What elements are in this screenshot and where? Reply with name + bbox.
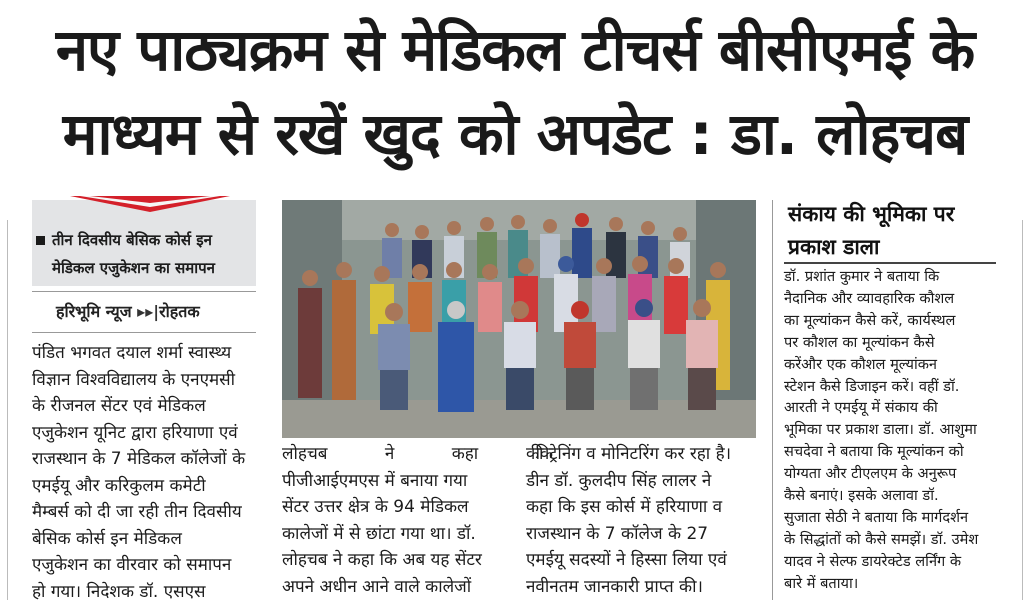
sidebar-title-line-1: संकाय की भूमिका पर xyxy=(788,202,955,226)
article-column-2 xyxy=(282,441,554,600)
col1-line: के रीजनल सेंटर एवं मेडिकल xyxy=(32,396,206,416)
article-column-3 xyxy=(526,441,762,600)
byline-rule-top xyxy=(32,291,256,292)
byline-rule-bottom xyxy=(32,332,256,333)
headline-line-2: माध्यम से रखें खुद को अपडेट : डा. लोहचब xyxy=(62,100,968,168)
sidebar-line: डॉ. प्रशांत कुमार ने बताया कि xyxy=(784,268,940,285)
sidebar-line: नैदानिक और व्यावहारिक कौशल xyxy=(784,289,955,307)
col1-line: एजुकेशन यूनिट द्वारा हरियाणा एवं xyxy=(32,422,238,443)
sidebar-line: यादव ने सेल्फ डायरेक्टेड लर्निंग के xyxy=(784,552,962,570)
col1-line: बेसिक कोर्स इन मेडिकल xyxy=(32,528,182,549)
col3-line: नवीनतम जानकारी प्राप्त की। xyxy=(526,576,703,597)
sidebar-title-rule xyxy=(784,262,996,264)
left-edge-fragments xyxy=(0,220,8,600)
col2-line: कालेजों में से छांटा गया था। डॉ. xyxy=(282,523,476,544)
col1-line: पंडित भगवत दयाल शर्मा स्वास्थ्य xyxy=(32,343,232,363)
sidebar-line: सुजाता सेठी ने बताया कि मार्गदर्शन xyxy=(784,508,969,526)
headline-line-1: नए पाठ्यक्रम से मेडिकल टीचर्स बीसीएमई के xyxy=(55,16,975,84)
right-edge-fragments xyxy=(1022,220,1031,600)
col2-line: सेंटर उत्तर क्षेत्र के 94 मेडिकल xyxy=(282,497,469,517)
byline-location: रोहतक xyxy=(159,302,200,321)
col1-line: एमईयू और करिकुलम कमेटी xyxy=(32,475,206,496)
col1-line: हो गया। निदेशक डॉ. एसएस xyxy=(32,581,206,602)
group-photo xyxy=(282,200,756,438)
col3-line: एमईयू सदस्यों ने हिस्सा लिया एवं xyxy=(526,550,727,570)
double-arrow-icon: ▸▸| xyxy=(137,302,160,321)
sidebar-line: के सिद्धांतों को कैसे समझें। डॉ. उमेश xyxy=(784,530,979,548)
subhead-line-2: मेडिकल एजुकेशन का समापन xyxy=(52,259,215,277)
col2-line: लोहचब ने कहा कि अब यह सेंटर xyxy=(282,550,482,570)
sidebar-line: भूमिका पर प्रकाश डाला। डॉ. आशुमा xyxy=(784,421,977,439)
sidebar-line: योग्यता और टीएलएम के अनुरूप xyxy=(784,465,957,483)
sidebar-body xyxy=(784,266,1000,595)
sidebar-title xyxy=(788,198,1008,264)
article-column-1 xyxy=(32,340,258,605)
col1-line: विज्ञान विश्वविद्यालय के एनएमसी xyxy=(32,369,236,390)
col2-line: लोहचब ने कहा कि xyxy=(282,444,554,464)
page-headline xyxy=(10,8,1020,176)
bullet-icon xyxy=(36,236,45,245)
sidebar-line: करेंऔर एक कौशल मूल्यांकन xyxy=(784,355,938,373)
col2-line: अपने अधीन आने वाले कालेजों xyxy=(282,576,472,597)
byline xyxy=(56,300,266,322)
sidebar-line: का मूल्यांकन कैसे करें, कार्यस्थल xyxy=(784,311,956,329)
subhead xyxy=(52,226,256,282)
sidebar-line: बारे में बताया। xyxy=(784,574,859,592)
col1-line: राजस्थान के 7 मेडिकल कॉलेजों के xyxy=(32,449,246,469)
col3-line: डीन डॉ. कुलदीप सिंह लालर ने xyxy=(526,470,712,491)
sidebar-line: पर कौशल का मूल्यांकन कैसे xyxy=(784,333,935,351)
col2-line: पीजीआईएमएस में बनाया गया xyxy=(282,470,468,491)
red-chevron-decoration xyxy=(70,196,230,216)
col1-line: एजुकेशन का वीरवार को समापन xyxy=(32,555,232,575)
column-divider xyxy=(772,200,773,600)
sidebar-line: कैसे बनाएं। इसके अलावा डॉ. xyxy=(784,487,939,505)
col3-line: कहा कि इस कोर्स में हरियाणा व xyxy=(526,497,723,517)
sidebar-title-line-2: प्रकाश डाला xyxy=(788,235,880,259)
subhead-line-1: तीन दिवसीय बेसिक कोर्स इन xyxy=(52,231,212,249)
sidebar-line: आरती ने एमईयू में संकाय की xyxy=(784,399,938,417)
sidebar-line: सचदेवा ने बताया कि मूल्यांकन को xyxy=(784,443,964,461)
sidebar-line: स्टेशन कैसे डिजाइन करें। वहीं डॉ. xyxy=(784,377,960,395)
col3-line: राजस्थान के 7 कॉलेज के 27 xyxy=(526,523,709,544)
col1-line: मैम्बर्स को दी जा रही तीन दिवसीय xyxy=(32,502,242,522)
col3-line: की ट्रेनिंग व मोनिटरिंग कर रहा है। xyxy=(526,444,732,464)
byline-publication: हरिभूमि न्यूज xyxy=(56,302,132,321)
